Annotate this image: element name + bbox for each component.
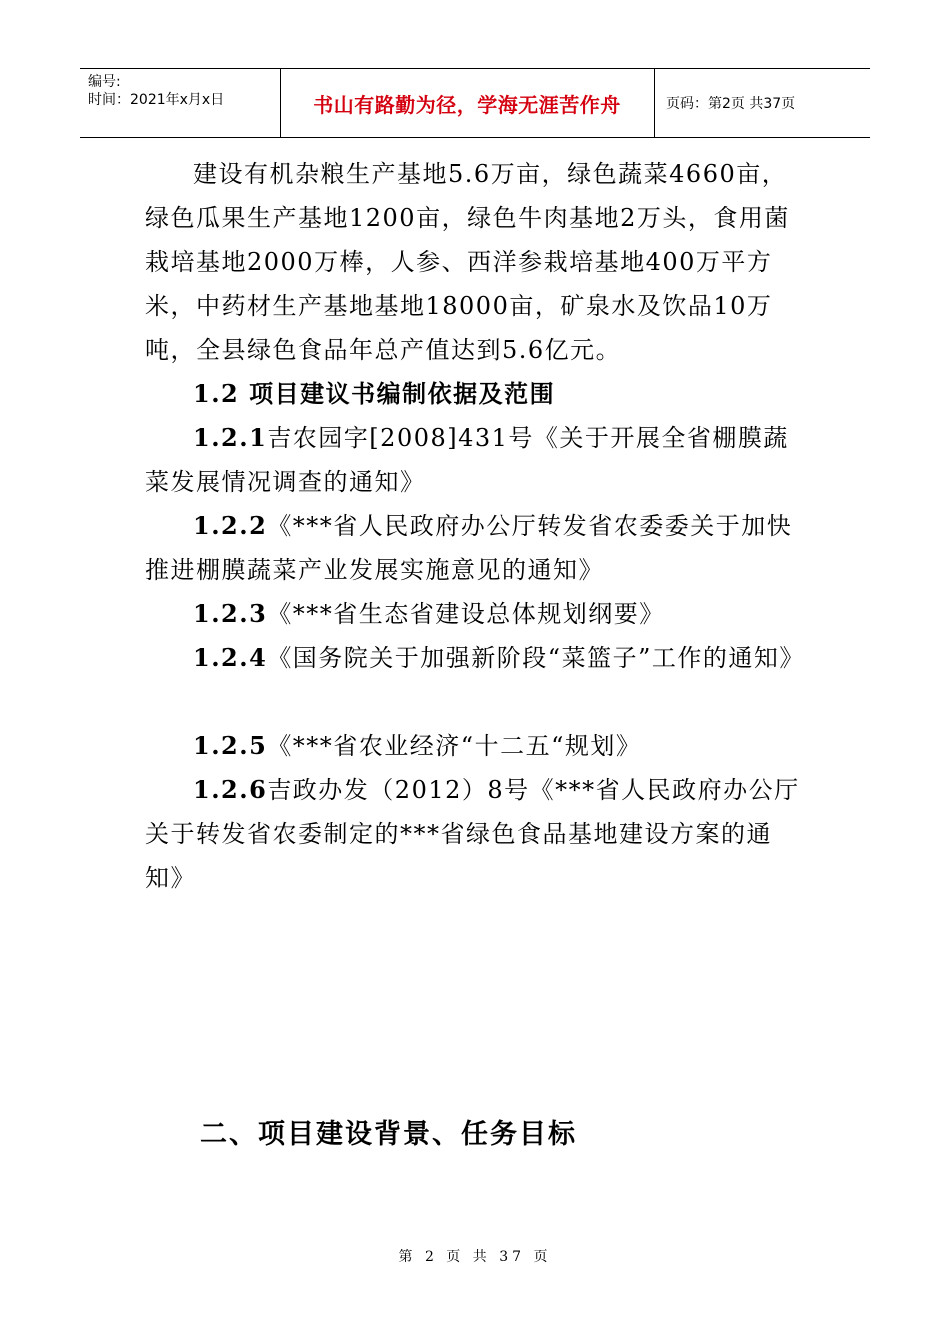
page-footer: 第 2 页 共 37 页: [398, 1249, 552, 1265]
section-heading-1-2: 1.2 项目建议书编制依据及范围: [193, 379, 556, 408]
item-number: 1.2.1: [193, 423, 268, 452]
item-text: 《***省生态省建设总体规划纲要》: [267, 600, 665, 628]
intro-paragraph: 建设有机杂粮生产基地5.6万亩，绿色蔬菜4660亩，绿色瓜果生产基地1200亩，绿色牛肉基地2万头，食用菌栽培基地2000万棒，人参、西洋参栽培基地400万平方米，中药材生产基地基地18000亩，矿泉水及饮品10万吨，全县绿色食品年总产值达到5.6亿元。: [145, 160, 790, 364]
list-item: [145, 768, 810, 900]
header-meta: [88, 73, 224, 109]
item-number: 1.2.4: [193, 643, 268, 672]
header-motto: 书山有路勤为径，学海无涯苦作舟: [313, 92, 621, 117]
item-number: 1.2.3: [193, 599, 268, 628]
time-label: 时间：2021年x月x日: [88, 92, 225, 108]
list-item: [145, 636, 810, 680]
list-item: [145, 416, 810, 504]
list-item: [145, 724, 810, 768]
header-divider: [654, 69, 655, 137]
header-page-info: 页码：第2页 共37页: [666, 96, 796, 112]
chapter-heading: 二、项目建设背景、任务目标: [200, 1119, 577, 1150]
serial-label: 编号:: [88, 74, 121, 90]
item-text: 《***省农业经济“十二五“规划》: [267, 732, 642, 760]
item-text: 吉农园字[2008]431号《关于开展全省棚膜蔬菜发展情况调查的通知》: [145, 424, 789, 496]
item-number: 1.2.5: [193, 731, 268, 760]
list-item: [145, 592, 810, 636]
item-text: 《国务院关于加强新阶段“菜篮子”工作的通知》: [267, 644, 805, 672]
item-text: 吉政办发（2012）8号《***省人民政府办公厅关于转发省农委制定的***省绿色食品基地建设方案的通知》: [145, 776, 800, 892]
item-text: 《***省人民政府办公厅转发省农委委关于加快推进棚膜蔬菜产业发展实施意见的通知》: [145, 512, 793, 584]
page-header: [80, 68, 870, 138]
item-number: 1.2.2: [193, 511, 268, 540]
item-number: 1.2.6: [193, 775, 268, 804]
list-item: [145, 504, 810, 592]
